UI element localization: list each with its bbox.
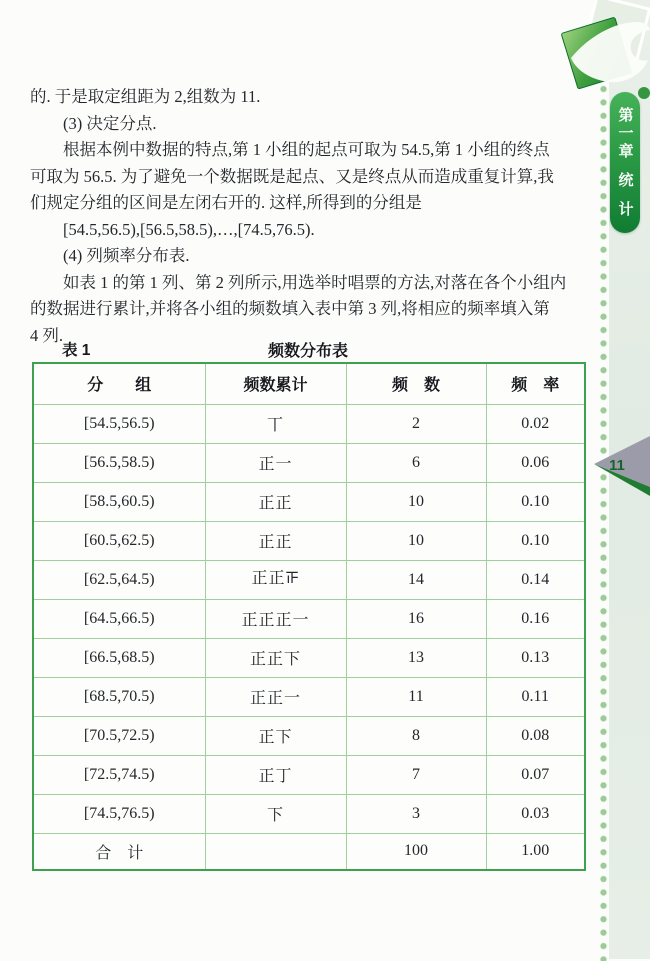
cell-group: [54.5,56.5) — [33, 404, 205, 443]
frequency-distribution-table — [32, 362, 586, 871]
total-frequency: 100 — [346, 833, 486, 870]
cell-rate: 0.08 — [486, 716, 585, 755]
cell-tally: 正一 — [205, 443, 346, 482]
table-header-row — [33, 363, 585, 404]
cell-frequency: 14 — [346, 560, 486, 599]
cell-frequency: 3 — [346, 794, 486, 833]
table-row — [33, 599, 585, 638]
cell-group: [64.5,66.5) — [33, 599, 205, 638]
chapter-tab — [610, 92, 640, 233]
total-rate: 1.00 — [486, 833, 585, 870]
body-line: 可取为 56.5. 为了避免一个数据既是起点、又是终点从而造成重复计算,我 — [30, 166, 554, 186]
cell-frequency: 13 — [346, 638, 486, 677]
cell-rate: 0.07 — [486, 755, 585, 794]
cell-group: [58.5,60.5) — [33, 482, 205, 521]
cell-tally: 正正 — [205, 521, 346, 560]
table-total-row — [33, 833, 585, 870]
table-row — [33, 755, 585, 794]
table-title: 频数分布表 — [267, 343, 348, 360]
header-rate: 频 率 — [486, 363, 585, 404]
table-row — [33, 482, 585, 521]
total-label: 合 计 — [33, 833, 205, 870]
cell-frequency: 16 — [346, 599, 486, 638]
table-row — [33, 677, 585, 716]
header-tally: 频数累计 — [205, 363, 346, 404]
cell-frequency: 10 — [346, 521, 486, 560]
cell-group: [74.5,76.5) — [33, 794, 205, 833]
cell-tally: 正正 — [205, 482, 346, 521]
cell-tally: 正正下 — [205, 638, 346, 677]
cell-rate: 0.16 — [486, 599, 585, 638]
table-row — [33, 716, 585, 755]
cell-rate: 0.02 — [486, 404, 585, 443]
cell-frequency: 2 — [346, 404, 486, 443]
page-number: 11 — [609, 457, 625, 474]
cell-rate: 0.10 — [486, 521, 585, 560]
body-line: 的数据进行累计,并将各小组的频数填入表中第 3 列,将相应的频率填入第 — [30, 299, 550, 318]
chapter-title-part3: 计 — [616, 200, 634, 219]
body-line: (4) 列频率分布表. — [63, 246, 190, 265]
cell-tally: 正丁 — [205, 755, 346, 794]
body-text — [30, 84, 586, 349]
cell-frequency: 6 — [346, 443, 486, 482]
cell-tally: 丅 — [205, 404, 346, 443]
cell-group: [72.5,74.5) — [33, 755, 205, 794]
header-group: 分 组 — [33, 363, 205, 404]
cell-tally: 正正一 — [205, 677, 346, 716]
cell-rate: 0.03 — [486, 794, 585, 833]
chapter-title-part2: 统 — [616, 171, 634, 190]
cell-frequency: 11 — [346, 677, 486, 716]
table-row — [33, 560, 585, 599]
cell-rate: 0.10 — [486, 482, 585, 521]
cell-rate: 0.13 — [486, 638, 585, 677]
green-dot-accent — [638, 87, 650, 99]
cell-tally: 正下 — [205, 716, 346, 755]
body-line: 的. 于是取定组距为 2,组数为 11. — [30, 87, 261, 106]
table-row — [33, 794, 585, 833]
cell-rate: 0.11 — [486, 677, 585, 716]
body-line: 4 列. — [30, 325, 63, 345]
cell-group: [60.5,62.5) — [33, 521, 205, 560]
cell-rate: 0.06 — [486, 443, 585, 482]
cell-rate: 0.14 — [486, 560, 585, 599]
cell-group: [68.5,70.5) — [33, 677, 205, 716]
table-row — [33, 404, 585, 443]
cell-tally: 下 — [205, 794, 346, 833]
body-line: 们规定分组的区间是左闭右开的. 这样,所得到的分组是 — [30, 193, 422, 212]
body-line: 如表 1 的第 1 列、第 2 列所示,用选举时唱票的方法,对落在各个小组内 — [63, 272, 567, 292]
cell-frequency: 8 — [346, 716, 486, 755]
cell-frequency: 10 — [346, 482, 486, 521]
cell-frequency: 7 — [346, 755, 486, 794]
total-tally — [205, 833, 346, 870]
body-line: [54.5,56.5),[56.5,58.5),…,[74.5,76.5). — [63, 219, 315, 239]
body-line: 根据本例中数据的特点,第 1 小组的起点可取为 54.5,第 1 小组的终点 — [63, 140, 550, 159]
header-frequency: 频 数 — [346, 363, 486, 404]
table-row — [33, 521, 585, 560]
cell-tally: 正正𝍵 — [205, 560, 346, 599]
decorative-corner-graphic — [555, 0, 650, 100]
cell-group: [66.5,68.5) — [33, 638, 205, 677]
cell-group: [56.5,58.5) — [33, 443, 205, 482]
cell-group: [70.5,72.5) — [33, 716, 205, 755]
body-line: (3) 决定分点. — [63, 113, 157, 133]
page-number-tab — [592, 432, 650, 500]
table-row — [33, 443, 585, 482]
table-label: 表 1 — [62, 342, 91, 359]
table-row — [33, 638, 585, 677]
cell-tally: 正正正一 — [205, 599, 346, 638]
table-caption — [32, 338, 584, 360]
cell-group: [62.5,64.5) — [33, 560, 205, 599]
chapter-title-part1: 第一章 — [616, 106, 634, 161]
